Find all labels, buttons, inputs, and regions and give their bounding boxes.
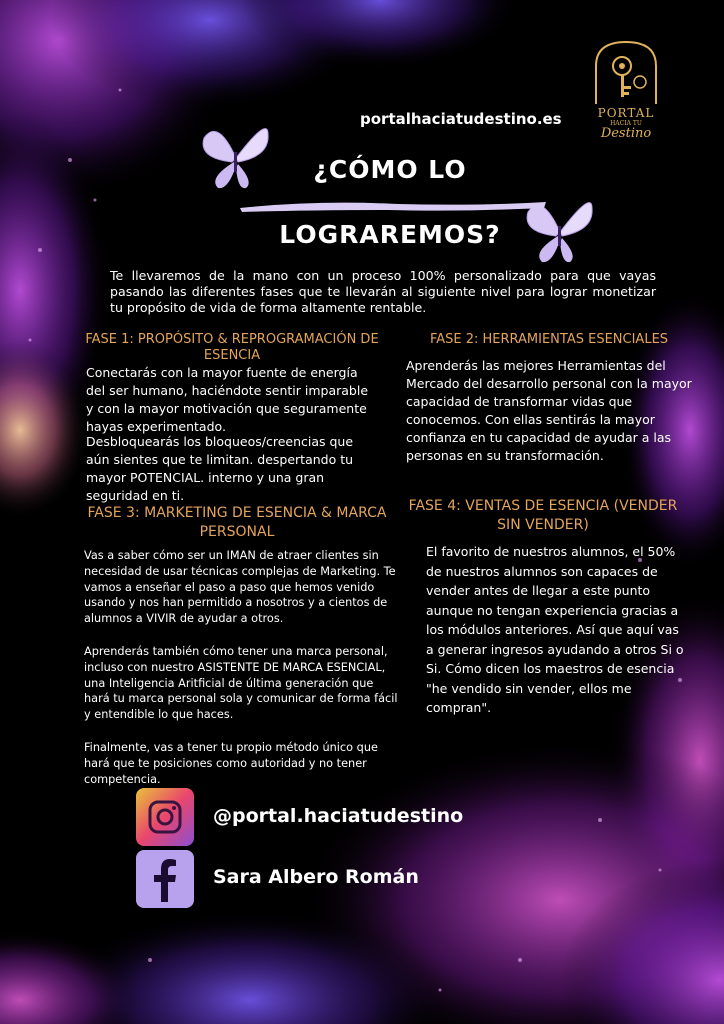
phase4-paragraph: El favorito de nuestros alumnos, el 50% de nuestros alumnos son capaces de vender antes de llegar a este punto aunque no tengan experiencia gracias a los módulos anteriores. Así que aquí vas a generar ingresos ayudando a otros Si o Si. Cómo dicen los maestros de esencia "he vendido sin vender, ellos me compran". <box>426 544 684 715</box>
facebook-glyph <box>136 850 194 908</box>
instagram-icon[interactable] <box>136 788 194 846</box>
phase4-title: FASE 4: VENTAS DE ESENCIA (VENDER SIN VENDER) <box>408 498 678 533</box>
phase3-title: FASE 3: MARKETING DE ESENCIA & MARCA PERSONAL <box>87 505 387 540</box>
intro-text: Te llevaremos de la mano con un proceso 100% personalizado para que vayas pasando las diferentes fases que te llevarán al siguiente nivel para lograr monetizar tu propósito de vida de forma altamente rentable. <box>110 268 656 315</box>
key-arch-icon <box>578 36 674 106</box>
phase1-paragraph: Desbloquearás los bloqueos/creencias que aún sientes que te limitan. despertando tu mayor POTENCIAL. interno y una gran seguridad en ti. <box>86 434 354 503</box>
logo-line2: HACIA TU <box>610 120 642 127</box>
site-url[interactable]: portalhaciatudestino.es <box>360 110 562 128</box>
facebook-name[interactable]: Sara Albero Román <box>213 866 419 888</box>
phase1-title: FASE 1: PROPÓSITO & REPROGRAMACIÓN DE ESENCIA <box>85 332 379 363</box>
instagram-glyph <box>136 788 194 846</box>
logo-line3: Destino <box>600 126 652 141</box>
page-title-line1: ¿CÓMO LO <box>313 155 467 184</box>
instagram-handle[interactable]: @portal.haciatudestino <box>213 805 464 827</box>
logo-line1: PORTAL <box>597 106 655 120</box>
phase1-paragraph: Conectarás con la mayor fuente de energía del ser humano, haciéndote sentir imparable y con la mayor motivación que seguramente hayas experimentado. <box>86 365 369 434</box>
phase2-paragraph: Aprenderás las mejores Herramientas del Mercado del desarrollo personal con la mayor capacidad de transformar vidas que conocemos. Con ellas sentirás la mayor confianza en tu capacidad de ayudar a las personas en su transformación. <box>406 358 692 463</box>
page-title-line2: LOGRAREMOS? <box>279 220 501 249</box>
phase3-paragraph: Aprenderás también cómo tener una marca personal, incluso con nuestro ASISTENTE DE MARCA ESENCIAL, una Inteligencia Aritficial de última generación que hará tu marca personal sola y comunicar de forma fácil y entendible lo que haces. <box>84 645 398 722</box>
facebook-icon[interactable] <box>136 850 194 908</box>
brand-logo <box>578 36 674 146</box>
phase3-paragraph: Vas a saber cómo ser un IMAN de atraer clientes sin necesidad de usar técnicas complejas de Marketing. Te vamos a enseñar el paso a paso que hemos venido usando y nos han permitido a nosotros y a cientos de alumnos a VIVIR de ayudar a otros. <box>84 549 396 626</box>
phase2-title: FASE 2: HERRAMIENTAS ESENCIALES <box>429 332 669 347</box>
brush-divider <box>238 198 548 214</box>
phase3-paragraph: Finalmente, vas a tener tu propio método único que hará que te posiciones como autoridad y no tener competencia. <box>84 741 378 786</box>
